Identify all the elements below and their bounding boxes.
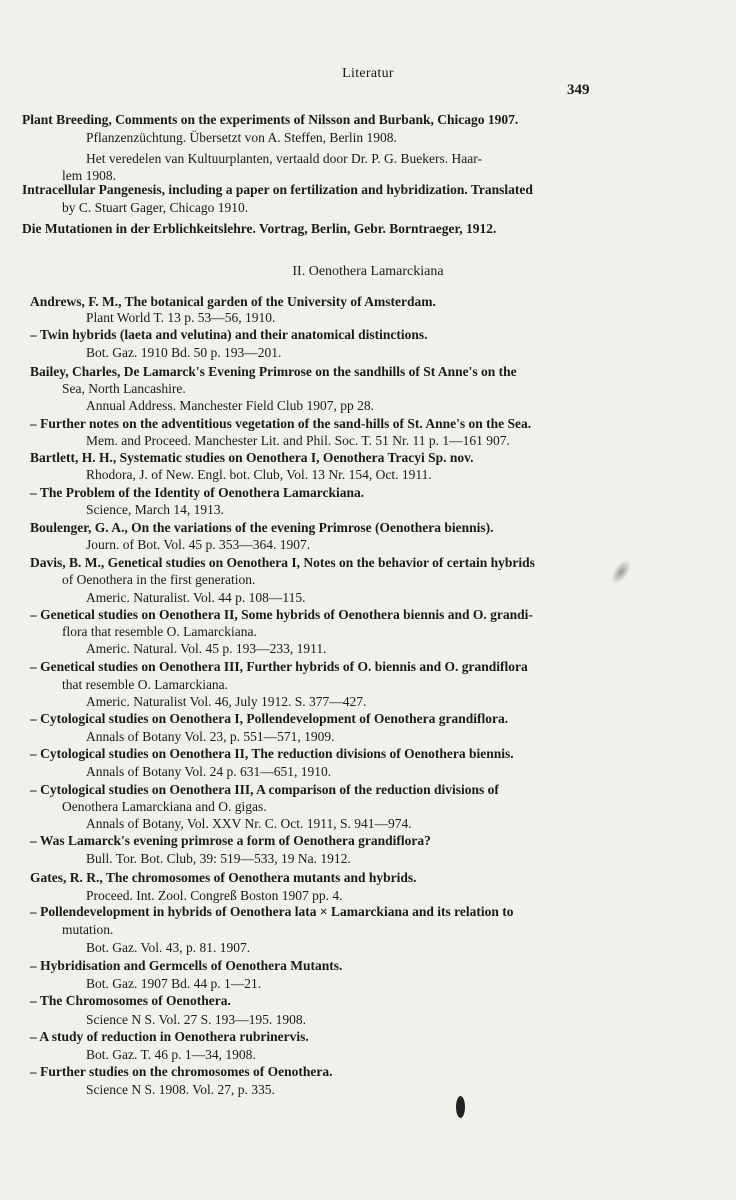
ref-line: – Pollendevelopment in hybrids of Oenothera lata × Lamarckiana and its relation to [30,904,514,919]
ref-line: – A study of reduction in Oenothera rubrinervis. [30,1029,309,1044]
ref-line: by C. Stuart Gager, Chicago 1910. [62,200,249,215]
ref-line: – Cytological studies on Oenothera II, The reduction divisions of Oenothera biennis. [30,746,514,761]
ref-line: Oenothera Lamarckiana and O. gigas. [62,799,267,814]
section-heading: II. Oenothera Lamarckiana [292,264,444,279]
ref-line: Science N S. Vol. 27 S. 193—195. 1908. [86,1012,307,1027]
ref-line: Pflanzenzüchtung. Übersetzt von A. Steffen, Berlin 1908. [86,130,397,145]
ref-line: – Was Lamarck's evening primrose a form of Oenothera grandiflora? [30,833,431,848]
ref-line: Plant Breeding, Comments on the experiments of Nilsson and Burbank, Chicago 1907. [22,112,519,127]
ref-line: Journ. of Bot. Vol. 45 p. 353—364. 1907. [86,537,311,552]
ref-line: flora that resemble O. Lamarckiana. [62,624,257,639]
ref-line: – Twin hybrids (laeta and velutina) and their anatomical distinctions. [30,327,428,342]
ref-line: Proceed. Int. Zool. Congreß Boston 1907 pp. 4. [86,888,343,903]
ref-line: Bot. Gaz. 1907 Bd. 44 p. 1—21. [86,976,262,991]
ref-line: Bot. Gaz. Vol. 43, p. 81. 1907. [86,940,251,955]
ref-line: Bull. Tor. Bot. Club, 39: 519—533, 19 Na. 1912. [86,851,351,866]
ref-line: Annual Address. Manchester Field Club 1907, pp 28. [86,398,374,413]
ref-line: – Cytological studies on Oenothera III, A comparison of the reduction divisions of [30,782,499,797]
ref-line: Sea, North Lancashire. [62,381,186,396]
page-smudge [607,557,635,588]
ref-line: – Hybridisation and Germcells of Oenothera Mutants. [30,958,343,973]
ref-line: Die Mutationen in der Erblichkeitslehre. Vortrag, Berlin, Gebr. Borntraeger, 1912. [22,221,497,236]
ink-blot [456,1096,465,1118]
ref-line: Mem. and Proceed. Manchester Lit. and Phil. Soc. T. 51 Nr. 11 p. 1—161 907. [86,433,510,448]
page-number: 349 [567,82,590,98]
ref-line: Annals of Botany, Vol. XXV Nr. C. Oct. 1911, S. 941—974. [86,816,412,831]
ref-line: – The Chromosomes of Oenothera. [30,993,231,1008]
ref-line: – Further studies on the chromosomes of Oenothera. [30,1064,333,1079]
ref-line: of Oenothera in the first generation. [62,572,256,587]
ref-line: Americ. Natural. Vol. 45 p. 193—233, 1911. [86,641,327,656]
ref-line: Intracellular Pangenesis, including a paper on fertilization and hybridization. Translated [22,182,533,197]
ref-line: Boulenger, G. A., On the variations of the evening Primrose (Oenothera biennis). [30,520,494,535]
ref-line: – Further notes on the adventitious vegetation of the sand-hills of St. Anne's on the Sea. [30,416,532,431]
ref-line: Het veredelen van Kultuurplanten, vertaald door Dr. P. G. Buekers. Haar- [86,151,482,166]
ref-line: lem 1908. [62,168,116,183]
ref-line: Davis, B. M., Genetical studies on Oenothera I, Notes on the behavior of certain hybrids [30,555,535,570]
ref-line: Rhodora, J. of New. Engl. bot. Club, Vol. 13 Nr. 154, Oct. 1911. [86,467,432,482]
ref-line: mutation. [62,922,114,937]
ref-line: Bot. Gaz. T. 46 p. 1—34, 1908. [86,1047,256,1062]
running-header: Literatur [342,66,394,81]
ref-line: – Genetical studies on Oenothera II, Some hybrids of Oenothera biennis and O. grandi- [30,607,533,622]
ref-line: – Cytological studies on Oenothera I, Pollendevelopment of Oenothera grandiflora. [30,711,509,726]
ref-line: Gates, R. R., The chromosomes of Oenothera mutants and hybrids. [30,870,417,885]
ref-line: Plant World T. 13 p. 53—56, 1910. [86,310,276,325]
ref-line: Annals of Botany Vol. 24 p. 631—651, 1910. [86,764,332,779]
ref-line: Bartlett, H. H., Systematic studies on Oenothera I, Oenothera Tracyi Sp. nov. [30,450,474,465]
ref-line: Annals of Botany Vol. 23, p. 551—571, 1909. [86,729,335,744]
ref-line: Andrews, F. M., The botanical garden of the University of Amsterdam. [30,294,436,309]
ref-line: Bailey, Charles, De Lamarck's Evening Primrose on the sandhills of St Anne's on the [30,364,517,379]
ref-line: – Genetical studies on Oenothera III, Further hybrids of O. biennis and O. grandiflora [30,659,528,674]
ref-line: Science N S. 1908. Vol. 27, p. 335. [86,1082,275,1097]
ref-line: Americ. Naturalist. Vol. 44 p. 108—115. [86,590,306,605]
ref-line: Science, March 14, 1913. [86,502,224,517]
ref-line: – The Problem of the Identity of Oenothera Lamarckiana. [30,485,365,500]
ref-line: Bot. Gaz. 1910 Bd. 50 p. 193—201. [86,345,282,360]
ref-line: that resemble O. Lamarckiana. [62,677,229,692]
ref-line: Americ. Naturalist Vol. 46, July 1912. S. 377—427. [86,694,367,709]
